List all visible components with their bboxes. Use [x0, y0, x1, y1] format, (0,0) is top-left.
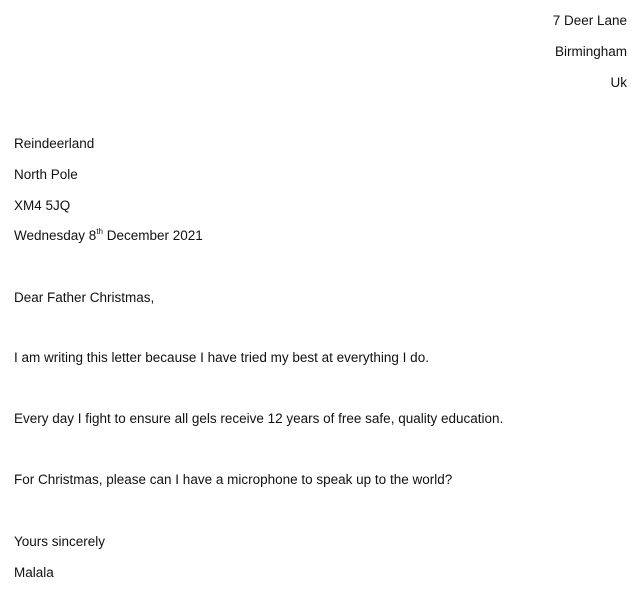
recipient-address-line-2: North Pole — [14, 167, 78, 182]
letter-greeting: Dear Father Christmas, — [14, 290, 155, 305]
date-month-year: December 2021 — [102, 228, 203, 243]
letter-paragraph-1: I am writing this letter because I have tried my best at everything I do. — [14, 350, 429, 365]
sender-address-line-3: Uk — [610, 75, 627, 90]
date-day: Wednesday 8 — [14, 228, 97, 243]
recipient-address-line-1: Reindeerland — [14, 136, 95, 151]
letter-paragraph-3: For Christmas, please can I have a microphone to speak up to the world? — [14, 472, 453, 487]
recipient-postcode: XM4 5JQ — [14, 198, 71, 213]
letter-signature: Malala — [14, 565, 54, 580]
date-ordinal-suffix: th — [96, 226, 103, 236]
letter-paragraph-2: Every day I fight to ensure all gels receive 12 years of free safe, quality education. — [14, 411, 504, 426]
letter-date — [14, 228, 203, 244]
letter-closing: Yours sincerely — [14, 534, 106, 549]
sender-address-line-1: 7 Deer Lane — [552, 13, 627, 28]
sender-address-line-2: Birmingham — [554, 44, 627, 59]
